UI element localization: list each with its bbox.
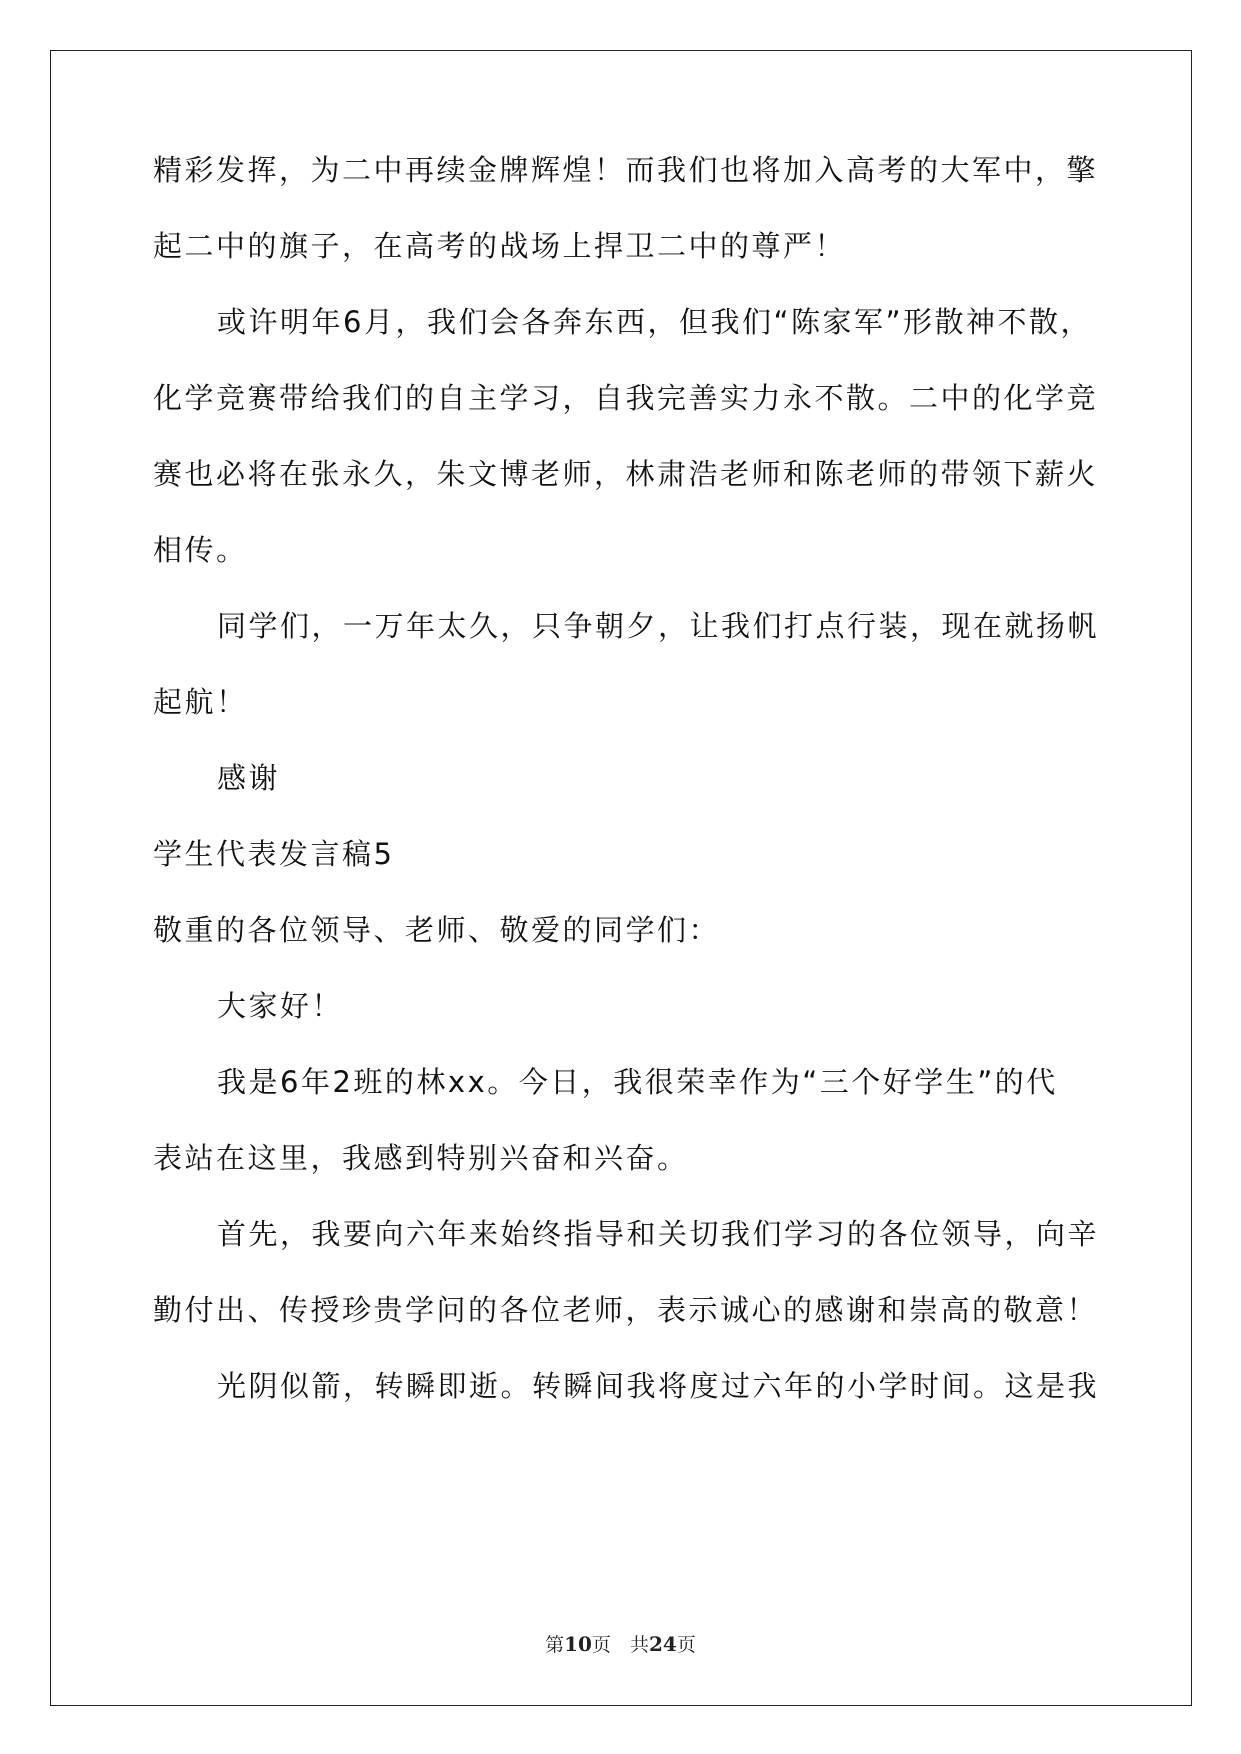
section-title: 学生代表发言稿5 — [153, 837, 395, 871]
paragraph-start: 我是6年2班的林xx。今日，我很荣幸作为“三个好学生”的代 — [217, 1065, 1058, 1099]
paragraph-start: 首先，我要向六年来始终指导和关切我们学习的各位领导，向辛 — [217, 1217, 1100, 1251]
current-page-number: 10 — [564, 1632, 592, 1656]
greeting: 大家好！ — [217, 989, 344, 1023]
page-footer — [0, 1630, 1241, 1659]
footer-prefix: 第 — [545, 1634, 565, 1656]
text-line: 表站在这里，我感到特别兴奋和兴奋。 — [153, 1141, 689, 1175]
salutation: 敬重的各位领导、老师、敬爱的同学们： — [153, 913, 721, 947]
text-line: 起二中的旗子，在高考的战场上捍卫二中的尊严！ — [153, 229, 847, 263]
total-page-count: 24 — [649, 1632, 677, 1656]
paragraph-start: 或许明年6月，我们会各奔东西，但我们“陈家军”形散神不散， — [217, 305, 1092, 339]
text-line: 化学竞赛带给我们的自主学习，自我完善实力永不散。二中的化学竞 — [153, 381, 1099, 415]
text-line: 赛也必将在张永久，朱文博老师，林肃浩老师和陈老师的带领下薪火 — [153, 457, 1099, 491]
page-border — [50, 50, 1192, 1706]
text-line: 勤付出、传授珍贵学问的各位老师，表示诚心的感谢和崇高的敬意！ — [153, 1293, 1099, 1327]
text-line: 相传。 — [153, 533, 248, 567]
paragraph-start: 光阴似箭，转瞬即逝。转瞬间我将度过六年的小学时间。这是我 — [217, 1369, 1100, 1403]
text-line: 起航！ — [153, 685, 248, 719]
closing-thanks: 感谢 — [217, 761, 281, 795]
paragraph-start: 同学们，一万年太久，只争朝夕，让我们打点行装，现在就扬帆 — [217, 609, 1100, 643]
text-line: 精彩发挥，为二中再续金牌辉煌！而我们也将加入高考的大军中，擎 — [153, 153, 1099, 187]
footer-middle: 页 共 — [591, 1634, 649, 1656]
footer-suffix: 页 — [676, 1634, 696, 1656]
